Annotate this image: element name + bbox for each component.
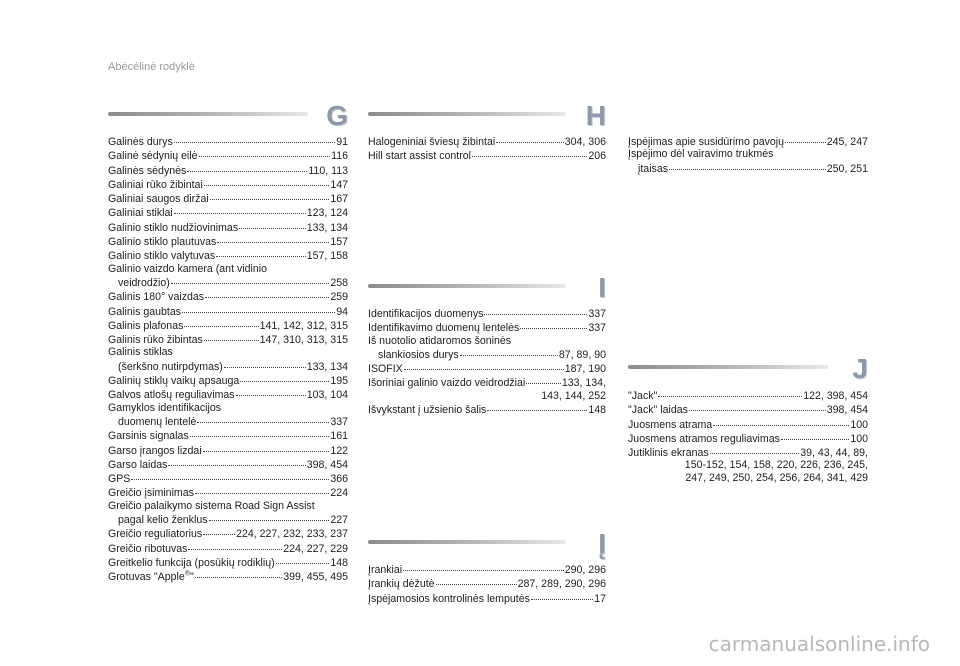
entry-pages: 398, 454 [826,404,868,417]
index-entry [368,402,606,416]
entry-pages: 399, 455, 495 [283,571,348,584]
entry-term: Garso laidas [108,458,168,471]
dot-leader [188,539,282,550]
index-list-i [368,306,606,416]
entry-term: Iš nuotolio atidaromos šoninės [368,334,512,347]
dot-leader [436,574,517,585]
entry-term: Įspėjamosios kontrolinės lemputės [368,592,530,605]
index-list-i-ogonek [368,562,606,605]
entry-pages: 187, 190 [564,363,606,376]
entry-term: Galinio stiklo nudžiovinimas [108,221,239,234]
entry-pages: 148 [330,556,348,569]
entry-term: Juosmens atramos reguliavimas [628,432,780,445]
watermark: carmanualsonline.info [708,632,930,656]
dot-leader [174,203,306,214]
entry-pages: 100 [850,418,868,431]
index-list-j [628,388,868,484]
entry-term: Išoriniai galinio vaizdo veidrodžiai [368,377,526,390]
dot-leader [131,469,329,480]
section-letter-j: J [852,353,868,384]
index-entry [368,320,606,334]
dot-leader [171,273,329,284]
section-letter-i: I [598,272,606,303]
entry-pages: 147, 310, 313, 315 [259,334,348,347]
index-entry [628,148,868,175]
entry-term: Galinių stiklų vaikų apsauga [108,375,240,388]
entry-pages: 259 [330,291,348,304]
entry-pages-continued: 143, 144, 252 [541,389,606,402]
section-letter-h: H [585,100,606,131]
entry-pages: 133, 134 [306,360,348,373]
entry-pages: 157 [330,236,348,249]
entry-pages: 91 [336,136,348,148]
index-entry [368,361,606,375]
dot-leader [203,441,330,452]
entry-term: Galinio stiklo plautuvas [108,236,217,249]
dot-leader [472,146,587,157]
dot-leader [276,553,330,564]
index-entry [368,375,606,402]
section-head-i [368,274,606,304]
entry-term: Identifikavimo duomenų lentelės [368,322,520,335]
entry-pages: 258 [330,276,348,289]
entry-pages: 161 [330,430,348,443]
dot-leader [216,246,306,257]
entry-pages: 148 [588,404,606,417]
entry-term: Galinės sėdynės [108,164,187,177]
entry-term: ISOFIX [368,363,403,376]
dot-leader [520,318,587,329]
entry-term: Hill start assist control [368,150,472,163]
dot-leader [526,373,561,384]
page-title: Abėcėlinė rodyklė [108,61,195,73]
entry-pages: 304, 306 [564,136,606,148]
entry-pages: 116 [331,150,348,163]
dot-leader [484,304,587,315]
entry-pages: 195 [330,375,348,388]
dot-leader [204,175,330,186]
entry-term: Įspėjimo dėl vairavimo trukmės [628,148,774,161]
dot-leader [496,132,564,143]
dot-leader [190,426,330,437]
dot-leader [710,443,800,454]
entry-term: Galinis plafonas [108,319,184,332]
index-list-h [368,134,606,163]
index-entry [368,335,606,362]
entry-term: "Jack" laidas [628,404,688,417]
entry-pages-continued: 150-152, 154, 158, 220, 226, 236, 245, [684,459,868,472]
dot-leader [713,415,849,426]
index-entry [108,346,348,373]
entry-term: Galiniai rūko žibintai [108,178,203,191]
entry-term: Garsinis signalas [108,430,189,443]
entry-term: Greitkelio funkcija (posūkių rodiklių) [108,556,275,569]
index-list-i-ogonek-cont [628,134,868,175]
entry-pages: 245, 247 [826,136,868,148]
entry-term: Galinė sėdynių eilė [108,150,198,163]
entry-pages: 224 [330,487,348,500]
index-entry [108,248,348,262]
entry-pages: 366 [330,473,348,486]
entry-pages: 122 [330,444,348,457]
index-entry [108,500,348,527]
entry-pages-continued: 247, 249, 250, 254, 256, 264, 341, 429 [685,471,868,484]
dot-leader [658,386,802,397]
entry-term: Įrankių dėžutė [368,578,435,591]
entry-pages: 94 [336,305,348,318]
entry-term-continued: įtaisas [638,162,669,175]
entry-term-tail: " [189,571,194,584]
entry-term: Galinio vaizdo kamera (ant vidinio [108,262,267,275]
entry-pages: 227 [330,514,348,527]
entry-term-continued: veidrodžio) [118,276,170,289]
entry-term: Garso įrangos lizdai [108,444,202,457]
entry-term: Išvykstant į užsienio šalis [368,404,487,417]
entry-pages: 167 [330,193,348,206]
dot-leader [210,189,330,200]
dot-leader [203,524,235,535]
entry-pages: 290, 296 [564,564,606,576]
entry-pages: 103, 104 [306,389,348,402]
dot-leader [404,359,564,370]
index-entry [368,148,606,162]
dot-leader [174,132,335,143]
dot-leader [785,132,826,143]
dot-leader [199,146,331,157]
dot-leader [531,589,593,600]
index-entry [108,569,348,583]
entry-term: Jutiklinis ekranas [628,447,709,460]
dot-leader [209,510,330,521]
entry-term: Gamyklos identifikacijos [108,401,222,414]
entry-pages: 87, 89, 90 [558,348,606,361]
index-entry [368,591,606,605]
entry-term: "Jack" [628,390,658,402]
entry-term: Galinio stiklo valytuvas [108,250,216,263]
entry-term-sup: ® [184,570,190,578]
entry-pages: 224, 227, 232, 233, 237 [236,528,348,541]
entry-term: Identifikacijos duomenys [368,308,484,320]
entry-term: Galiniai stiklai [108,207,173,220]
dot-leader [669,159,826,170]
dot-leader [224,357,306,368]
dot-leader [205,287,329,298]
dot-leader [239,218,306,229]
index-entry [628,445,868,484]
entry-term: Greičio įsiminimas [108,487,194,500]
dot-leader [197,412,329,423]
dot-leader [781,429,849,440]
entry-pages: 250, 251 [826,162,868,175]
entry-term: Galiniai saugos diržai [108,193,209,206]
dot-leader [187,161,307,172]
entry-pages: 141, 142, 312, 315 [259,319,348,332]
entry-term-continued: duomenų lentelė [118,415,197,428]
entry-pages: 147 [330,178,348,191]
dot-leader [204,330,259,341]
dot-leader [460,345,558,356]
entry-term: GPS [108,473,131,486]
index-entry [108,402,348,429]
index-entry [108,332,348,346]
entry-term: Galinis stiklas [108,346,173,359]
index-entry [108,485,348,499]
entry-pages: 17 [594,592,606,605]
entry-term: Galinis 180° vaizdas [108,291,205,304]
index-entry [108,387,348,401]
dot-leader [403,560,564,571]
dot-leader [168,455,305,466]
entry-term: Įrankiai [368,564,403,576]
dot-leader [195,567,282,578]
entry-pages: 110, 113 [308,164,348,177]
entry-term-continued: pagal kelio ženklus [118,514,208,527]
entry-term: Grotuvas "Apple®" [108,570,194,584]
dot-leader [689,400,826,411]
section-head-h [368,102,606,132]
section-head-j [628,355,868,385]
index-entry [628,134,868,148]
section-head-i-ogonek [368,530,606,560]
entry-term: Galinis rūko žibintas [108,334,203,347]
entry-pages: 224, 227, 229 [283,542,348,555]
entry-term-continued: (šerkšno nutirpdymas) [118,360,223,373]
entry-pages: 122, 398, 454 [803,390,868,402]
entry-pages: 287, 289, 290, 296 [517,578,606,591]
index-entry [108,373,348,387]
index-entry [108,263,348,290]
entry-term: Greičio ribotuvas [108,542,188,555]
dot-leader [487,400,587,411]
dot-leader [182,302,335,313]
entry-pages: 337 [588,322,606,335]
entry-term: Įspėjimas apie susidūrimo pavojų [628,136,785,148]
entry-pages: 206 [588,150,606,163]
entry-pages: 157, 158 [306,250,348,263]
entry-term: Halogeniniai šviesų žibintai [368,136,496,148]
entry-term: Juosmens atrama [628,418,713,431]
dot-leader [184,316,258,327]
entry-pages: 123, 124 [306,207,348,220]
dot-leader [236,385,306,396]
entry-term-continued: slankiosios durys [378,348,459,361]
entry-pages: 337 [588,308,606,320]
entry-pages: 398, 454 [306,458,348,471]
entry-pages: 133, 134, [561,377,606,390]
index-entry [108,205,348,219]
entry-pages: 133, 134 [306,221,348,234]
entry-term: Galinis gaubtas [108,305,182,318]
dot-leader [217,232,329,243]
entry-term: Greičio reguliatorius [108,528,203,541]
entry-term: Greičio palaikymo sistema Road Sign Assist [108,499,315,512]
entry-pages: 337 [330,415,348,428]
section-letter-i-ogonek: Į [598,528,606,559]
section-letter-g: G [326,100,348,131]
entry-term: Galvos atlošų reguliavimas [108,389,235,402]
entry-pages: 39, 43, 44, 89, [800,447,868,460]
dot-leader [240,371,329,382]
index-list-g [108,134,348,584]
entry-term: Galinės durys [108,136,173,148]
dot-leader [195,483,329,494]
section-head-g [108,102,348,132]
entry-pages: 100 [850,432,868,445]
